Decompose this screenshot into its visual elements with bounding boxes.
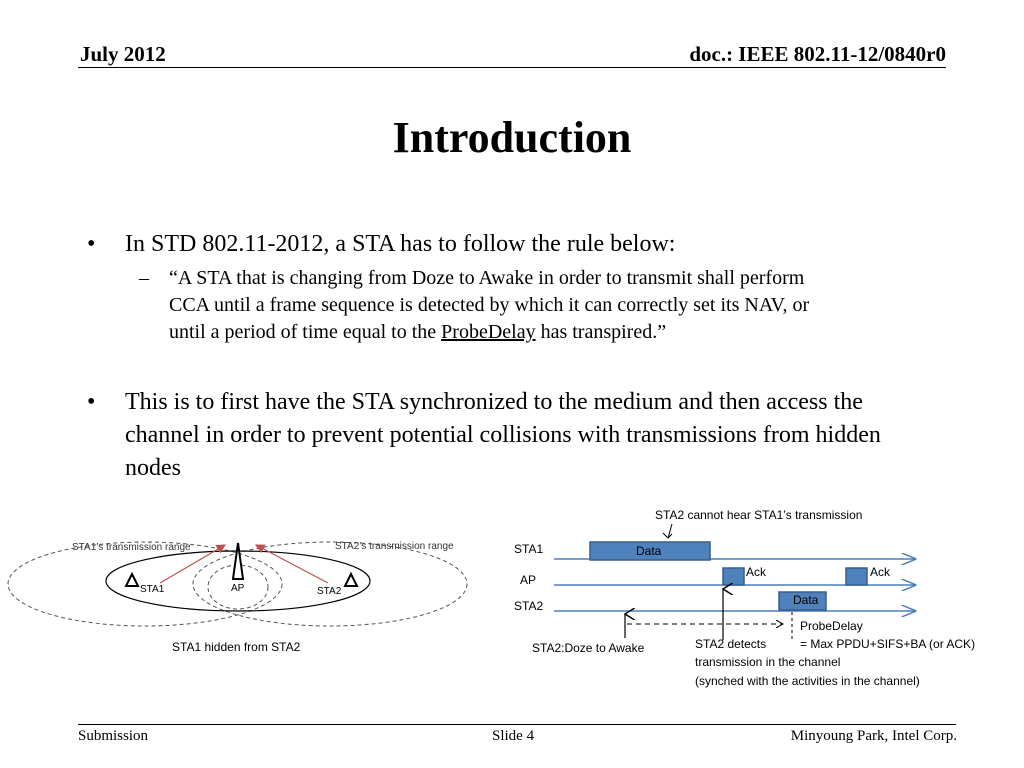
sta2-triangle-icon bbox=[345, 574, 357, 586]
sub-bullet-line-1: “A STA that is changing from Doze to Awake in order to transmit shall perform bbox=[169, 267, 805, 289]
footer-submission: Submission bbox=[78, 728, 149, 744]
sta1-data-label: Data bbox=[636, 544, 662, 558]
sta2-range-label: STA2’s transmission range bbox=[335, 541, 454, 552]
ap-antenna-icon bbox=[233, 543, 243, 579]
ap-ack-label-1: Ack bbox=[746, 565, 767, 579]
slide-title: Introduction bbox=[392, 113, 632, 162]
row-label-sta2: STA2 bbox=[514, 599, 544, 613]
sta2-to-ap-arrow bbox=[256, 545, 328, 583]
footer-author: Minyoung Park, Intel Corp. bbox=[790, 728, 957, 744]
sub-bullet-1 bbox=[87, 265, 937, 346]
row-label-ap: AP bbox=[520, 573, 537, 587]
probedelay-link[interactable]: ProbeDelay bbox=[441, 321, 536, 343]
sta2-node-label: STA2 bbox=[317, 586, 342, 597]
cannot-hear-pointer bbox=[663, 524, 672, 538]
sta2-data-label: Data bbox=[793, 593, 819, 607]
sub-bullet-line-3-pre: until a period of time equal to the bbox=[169, 321, 442, 343]
bullet-2: • This is to first have the STA synchronized to the medium and then access the channel in order to prevent potential collisions with transmissions from hidden nodes bbox=[87, 386, 937, 485]
detects-line-3: (synched with the activities in the channel) bbox=[695, 674, 920, 688]
probedelay-title: ProbeDelay bbox=[800, 619, 863, 633]
row-label-sta1: STA1 bbox=[514, 542, 544, 556]
detects-line-1: STA2 detects bbox=[695, 637, 767, 651]
footer-slide-number: Slide 4 bbox=[492, 728, 535, 744]
ap-ack-label-2: Ack bbox=[870, 565, 891, 579]
sta1-triangle-icon bbox=[126, 574, 138, 586]
header-divider bbox=[78, 67, 946, 68]
footer-divider bbox=[78, 724, 956, 725]
ap-ack-frame-2 bbox=[846, 568, 867, 585]
probedelay-formula: = Max PPDU+SIFS+BA (or ACK) bbox=[800, 637, 976, 651]
bullet-1: • In STD 802.11-2012, a STA has to follow the rule below: bbox=[87, 228, 937, 261]
doze-awake-label: STA2:Doze to Awake bbox=[532, 641, 645, 655]
header-doc-id: doc.: IEEE 802.11-12/0840r0 bbox=[689, 42, 946, 66]
ap-node-label: AP bbox=[231, 583, 245, 594]
hidden-node-diagram bbox=[0, 525, 500, 665]
sta1-node-label: STA1 bbox=[140, 584, 165, 595]
bullet-list bbox=[87, 228, 937, 485]
timing-diagram bbox=[500, 500, 1000, 695]
sub-bullet-line-3-post: has transpired.” bbox=[535, 321, 667, 343]
cannot-hear-label: STA2 cannot hear STA1’s transmission bbox=[655, 508, 863, 522]
sta1-range-label: STA1’s transmission range bbox=[72, 542, 191, 553]
header-date: July 2012 bbox=[80, 42, 166, 66]
detects-line-2: transmission in the channel bbox=[695, 655, 841, 669]
hidden-caption: STA1 hidden from STA2 bbox=[172, 640, 301, 654]
sub-bullet-line-2: CCA until a frame sequence is detected by which it can correctly set its NAV, or bbox=[169, 294, 810, 316]
ap-ack-frame-1 bbox=[723, 568, 744, 585]
